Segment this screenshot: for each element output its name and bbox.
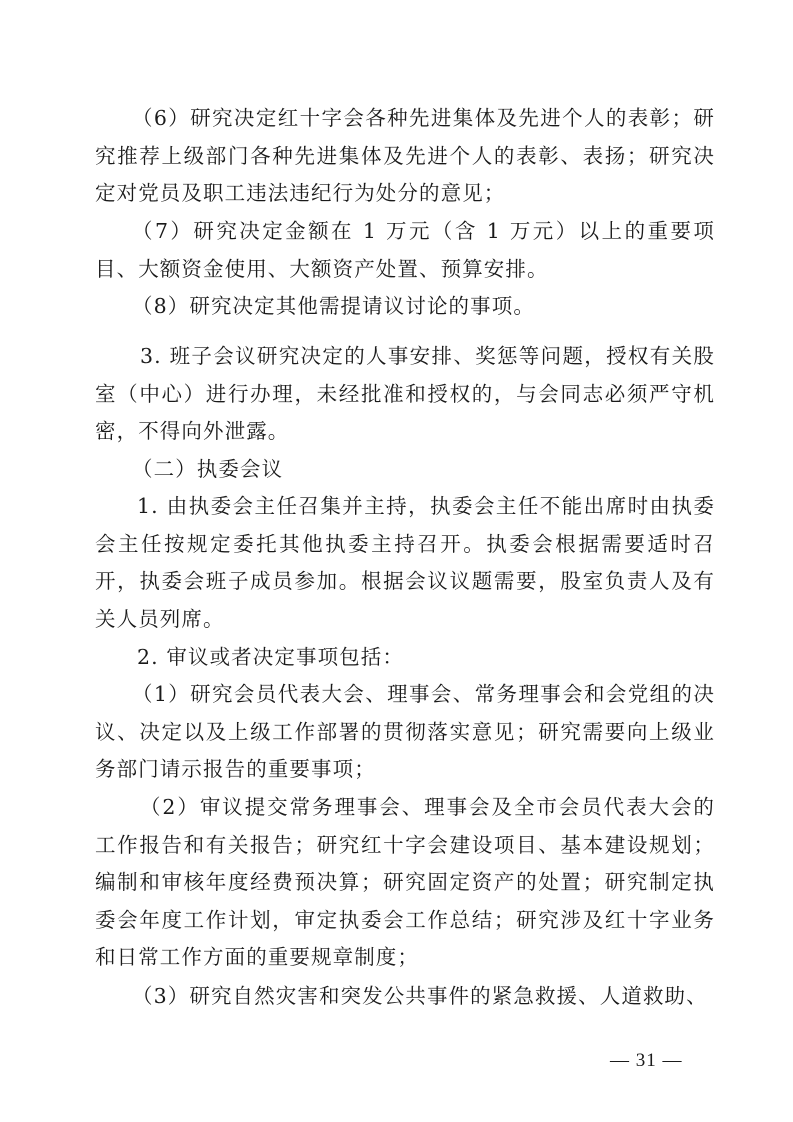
paragraph-review-items: 2. 审议或者决定事项包括： [137, 645, 404, 669]
paragraph-item-6: （6）研究决定红十字会各种先进集体及先进个人的表彰；研究推荐上级部门各种先进集体及先进个人的表彰、表扬；研究决定对党员及职工违法违纪行为处分的意见； [95, 106, 715, 205]
section-heading-exec-meeting: （二）执委会议 [132, 457, 284, 481]
paragraph-review-item-2: （2）审议提交常务理事会、理事会及全市会员代表大会的工作报告和有关报告；研究红十字会建设项目、基本建设规划；编制和审核年度经费预决算；研究固定资产的处置；研究制定执委会年度工作计划，审定执委会工作总结；研究涉及红十字业务和日常工作方面的重要规章制度； [95, 795, 715, 969]
paragraph-review-item-3: （3）研究自然灾害和突发公共事件的紧急救援、人道救助、 [132, 984, 708, 1008]
paragraph-item-7: （7）研究决定金额在 1 万元（含 1 万元）以上的重要项目、大额资金使用、大额资产处置、预算安排。 [95, 219, 715, 281]
paragraph-review-item-1: （1）研究会员代表大会、理事会、常务理事会和会党组的决议、决定以及上级工作部署的贯彻落实意见；研究需要向上级业务部门请示报告的重要事项； [95, 682, 715, 781]
page-number: — 31 — [610, 1050, 683, 1071]
paragraph-item-8: （8）研究决定其他需提请议讨论的事项。 [132, 294, 535, 318]
paragraph-confidentiality: 3. 班子会议研究决定的人事安排、奖惩等问题，授权有关股室（中心）进行办理，未经批准和授权的，与会同志必须严守机密，不得向外泄露。 [95, 344, 715, 443]
paragraph-exec-convening: 1. 由执委会主任召集并主持，执委会主任不能出席时由执委会主任按规定委托其他执委主持召开。执委会根据需要适时召开，执委会班子成员参加。根据会议议题需要，股室负责人及有关人员列席。 [95, 494, 715, 631]
